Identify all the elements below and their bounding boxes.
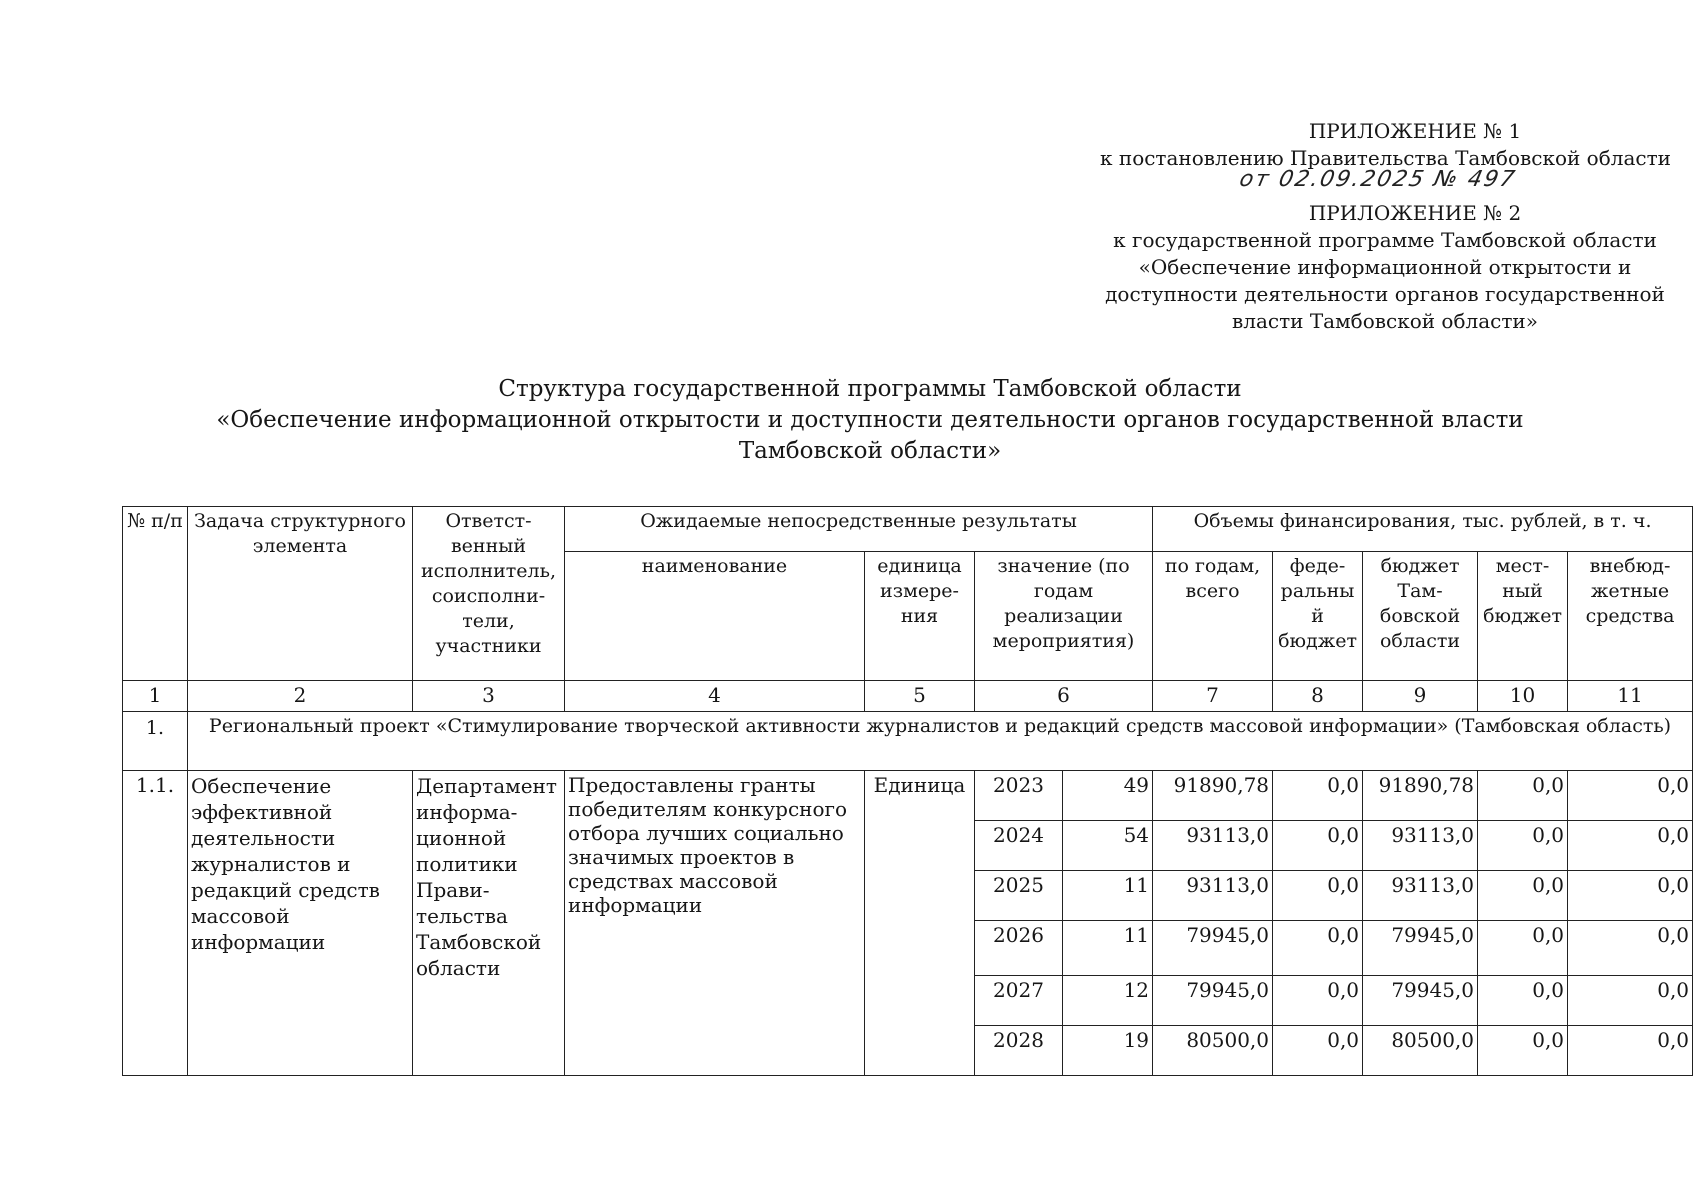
- extra-cell: 0,0: [1568, 976, 1693, 1026]
- extra-cell: 0,0: [1568, 821, 1693, 871]
- column-number: 3: [413, 681, 565, 712]
- header-unit: единица измере-ния: [865, 552, 975, 681]
- column-number-row: [123, 681, 1693, 712]
- column-number: 6: [975, 681, 1153, 712]
- extra-cell: 0,0: [1568, 1026, 1693, 1076]
- year-cell: 2026: [975, 921, 1063, 976]
- column-number: 10: [1478, 681, 1568, 712]
- value-cell: 11: [1063, 871, 1153, 921]
- total-cell: 91890,78: [1153, 771, 1273, 821]
- regional-cell: 93113,0: [1363, 821, 1478, 871]
- column-number: 11: [1568, 681, 1693, 712]
- year-cell: 2025: [975, 871, 1063, 921]
- title-line: Структура государственной программы Тамбовской области: [498, 376, 1242, 402]
- column-number: 1: [123, 681, 188, 712]
- local-cell: 0,0: [1478, 871, 1568, 921]
- federal-cell: 0,0: [1273, 821, 1363, 871]
- year-cell: 2024: [975, 821, 1063, 871]
- column-number: 7: [1153, 681, 1273, 712]
- task-num: 1.1.: [123, 771, 188, 1076]
- header-result-name: наименование: [565, 552, 865, 681]
- project-row: [123, 712, 1693, 771]
- federal-cell: 0,0: [1273, 871, 1363, 921]
- local-cell: 0,0: [1478, 821, 1568, 871]
- task-unit: Единица: [865, 771, 975, 1076]
- total-cell: 93113,0: [1153, 821, 1273, 871]
- regional-cell: 80500,0: [1363, 1026, 1478, 1076]
- header-funding-group: Объемы финансирования, тыс. рублей, в т. ч.: [1153, 507, 1693, 552]
- task-result: Предоставлены гранты победителям конкурсного отбора лучших социально значимых проектов в средствах массовой информации: [565, 771, 865, 1076]
- column-number: 4: [565, 681, 865, 712]
- header-executor: Ответст-венный исполнитель, соисполни-тели, участники: [413, 507, 565, 681]
- local-cell: 0,0: [1478, 1026, 1568, 1076]
- local-cell: 0,0: [1478, 921, 1568, 976]
- header-regional: бюджет Там-бовской области: [1363, 552, 1478, 681]
- federal-cell: 0,0: [1273, 976, 1363, 1026]
- header-num: № п/п: [123, 507, 188, 681]
- appendix-header: [1100, 118, 1670, 335]
- header-task: Задача структурного элемента: [188, 507, 413, 681]
- program-structure-table: [122, 506, 1693, 1076]
- appendix2-line: власти Тамбовской области»: [1232, 309, 1538, 333]
- extra-cell: 0,0: [1568, 871, 1693, 921]
- federal-cell: 0,0: [1273, 921, 1363, 976]
- value-cell: 11: [1063, 921, 1153, 976]
- total-cell: 79945,0: [1153, 921, 1273, 976]
- local-cell: 0,0: [1478, 976, 1568, 1026]
- task-executor: Департамент информа-ционной политики Прави-тельства Тамбовской области: [413, 771, 565, 1076]
- regional-cell: 79945,0: [1363, 976, 1478, 1026]
- header-total: по годам, всего: [1153, 552, 1273, 681]
- header-local: мест-ный бюджет: [1478, 552, 1568, 681]
- column-number: 8: [1273, 681, 1363, 712]
- federal-cell: 0,0: [1273, 771, 1363, 821]
- value-cell: 19: [1063, 1026, 1153, 1076]
- total-cell: 79945,0: [1153, 976, 1273, 1026]
- federal-cell: 0,0: [1273, 1026, 1363, 1076]
- column-number: 5: [865, 681, 975, 712]
- project-name: Региональный проект «Стимулирование творческой активности журналистов и редакций средств массовой информации» (Тамбовская область): [188, 712, 1693, 771]
- header-results-group: Ожидаемые непосредственные результаты: [565, 507, 1153, 552]
- year-cell: 2027: [975, 976, 1063, 1026]
- appendix1-reference: к постановлению Правительства Тамбовской области: [1100, 146, 1671, 170]
- total-cell: 80500,0: [1153, 1026, 1273, 1076]
- column-number: 2: [188, 681, 413, 712]
- total-cell: 93113,0: [1153, 871, 1273, 921]
- value-cell: 12: [1063, 976, 1153, 1026]
- appendix1-title: ПРИЛОЖЕНИЕ № 1: [1308, 119, 1522, 143]
- year-cell: 2028: [975, 1026, 1063, 1076]
- regional-cell: 91890,78: [1363, 771, 1478, 821]
- table-row: [123, 771, 1693, 821]
- year-cell: 2023: [975, 771, 1063, 821]
- extra-cell: 0,0: [1568, 921, 1693, 976]
- column-number: 9: [1363, 681, 1478, 712]
- regional-cell: 79945,0: [1363, 921, 1478, 976]
- appendix2-line: доступности деятельности органов государственной: [1105, 282, 1665, 306]
- regional-cell: 93113,0: [1363, 871, 1478, 921]
- header-value: значение (по годам реализации мероприятия): [975, 552, 1153, 681]
- appendix2-title: ПРИЛОЖЕНИЕ № 2: [1308, 201, 1522, 225]
- document-title: [120, 374, 1620, 467]
- value-cell: 54: [1063, 821, 1153, 871]
- handwritten-date-number: от 02.09.2025 № 497: [1237, 167, 1519, 192]
- extra-cell: 0,0: [1568, 771, 1693, 821]
- appendix2-line: к государственной программе Тамбовской области: [1113, 228, 1657, 252]
- title-line: «Обеспечение информационной открытости и доступности деятельности органов государственной власти: [216, 407, 1524, 433]
- title-line: Тамбовской области»: [738, 438, 1002, 464]
- header-federal: феде-ральный бюджет: [1273, 552, 1363, 681]
- value-cell: 49: [1063, 771, 1153, 821]
- task-name: Обеспечение эффективной деятельности журналистов и редакций средств массовой информации: [188, 771, 413, 1076]
- project-num: 1.: [123, 712, 188, 771]
- header-extra: внебюд-жетные средства: [1568, 552, 1693, 681]
- appendix2-line: «Обеспечение информационной открытости и: [1138, 255, 1632, 279]
- local-cell: 0,0: [1478, 771, 1568, 821]
